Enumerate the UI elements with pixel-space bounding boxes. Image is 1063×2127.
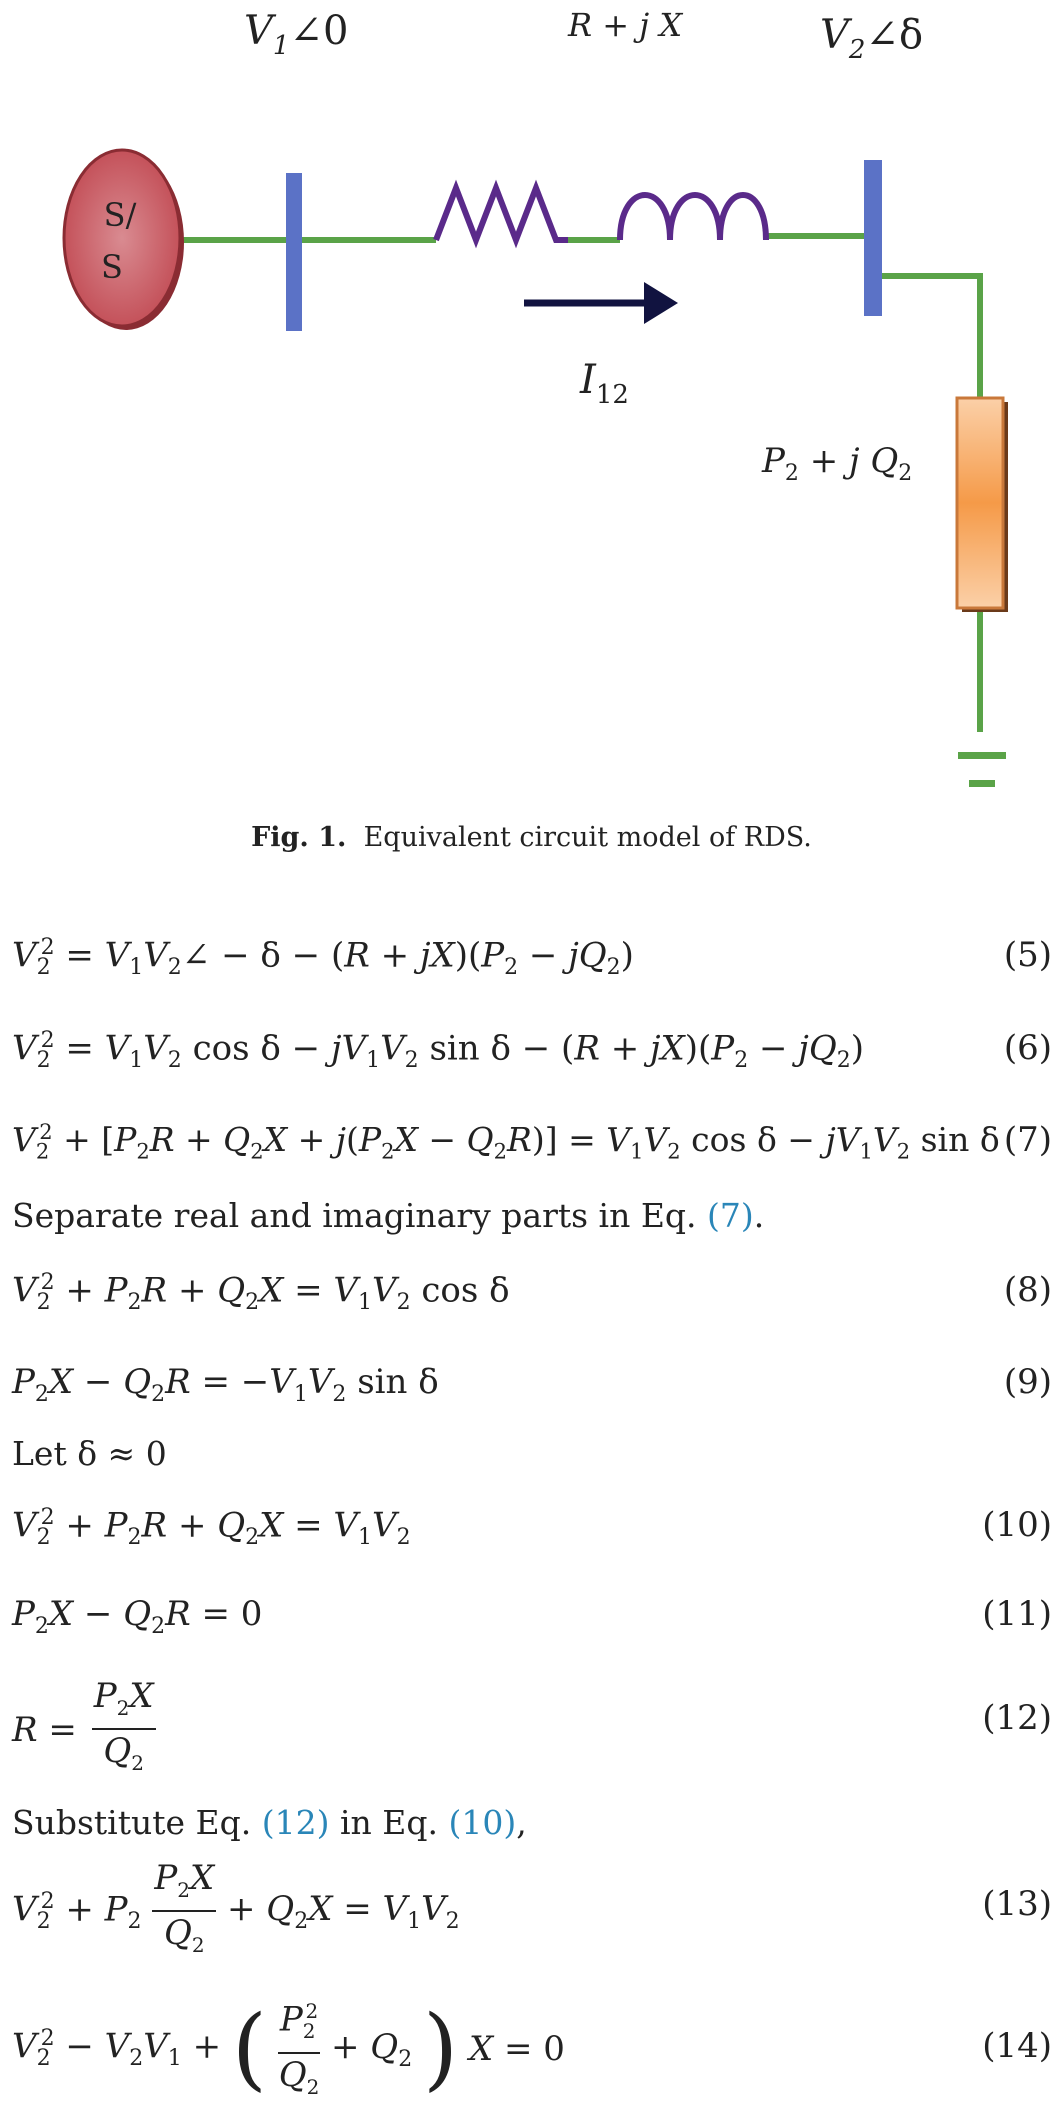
- text-fragment: Substitute Eq.: [12, 1803, 262, 1842]
- equation-7: [12, 1120, 1052, 1176]
- equation-number: (7): [1003, 1120, 1052, 1160]
- equation-9: [12, 1362, 1052, 1418]
- equation-expr: R = $\frac{P_2X}{Q_2}$: [12, 1676, 154, 1775]
- current-label: $I_{12}$: [580, 357, 629, 410]
- equation-ref-link[interactable]: (10): [448, 1803, 517, 1842]
- equation-13: [12, 1858, 1052, 1958]
- equation-number: (8): [1003, 1270, 1052, 1310]
- text-fragment: Separate real and imaginary parts in Eq.: [12, 1196, 708, 1235]
- source-label-line2: S: [101, 248, 123, 286]
- let-delta-text: Let δ ≈ 0: [12, 1434, 167, 1473]
- impedance-label: R + j X: [568, 6, 683, 44]
- equation-10: [12, 1505, 1052, 1561]
- text-fragment: ,: [516, 1803, 527, 1842]
- ground-symbol: [958, 752, 1006, 787]
- equation-expr: $V_2^2 + P_2R + Q_2X = V_1V_2$ cos δ: [12, 1270, 510, 1316]
- source-label-line1: S/: [103, 196, 137, 234]
- equation-number: (11): [982, 1594, 1052, 1634]
- text-fragment: .: [753, 1196, 765, 1235]
- equation-14: [12, 1990, 1052, 2110]
- equation-number: (13): [982, 1884, 1052, 1924]
- bus-1: [286, 173, 302, 331]
- inductor-symbol: [620, 195, 766, 240]
- caption-text: Equivalent circuit model of RDS.: [363, 822, 812, 853]
- equation-ref-link[interactable]: (12): [261, 1803, 330, 1842]
- equation-5: [12, 935, 1052, 991]
- separate-parts-text: [12, 1196, 764, 1235]
- equation-number: (10): [982, 1505, 1052, 1545]
- v2-label: $V_2\angle\delta$: [820, 12, 924, 65]
- equation-expr: $V_2^2 + P_2R + Q_2X = V_1V_2$: [12, 1505, 411, 1551]
- equation-12: [12, 1676, 1052, 1776]
- equation-expr: $V_2^2 + [P_2R + Q_2X + j(P_2X - Q_2R)] = V_1V_2$ $\cos \delta - jV_1V_2$ sin δ: [12, 1120, 1000, 1164]
- equation-expr: $V_2^2 = V_1V_2$ $\cos \delta - jV_1V_2$ $\sin \delta - (R + jX)(P_2 - jQ_2)$: [12, 1028, 864, 1074]
- equation-number: (12): [982, 1698, 1052, 1738]
- substitute-text: [12, 1803, 527, 1842]
- text-fragment: in Eq.: [329, 1803, 449, 1842]
- equation-6: [12, 1028, 1052, 1084]
- equation-expr: $V_2^2 + P_2$ $\frac{P_2X}{Q_2}$ + $Q_2X = V_1V_2$: [12, 1858, 460, 1957]
- v1-label: $V_1\angle 0$: [244, 8, 349, 61]
- circuit-diagram: [0, 0, 1063, 800]
- equation-number: (6): [1003, 1028, 1052, 1068]
- load-box: [957, 398, 1008, 612]
- figure-caption: [0, 822, 1063, 853]
- equation-11: [12, 1594, 1052, 1650]
- equation-expr: $P_2X - Q_2R = -V_1V_2$ sin δ: [12, 1362, 439, 1407]
- resistor-symbol: [436, 188, 568, 240]
- caption-label: Fig. 1.: [251, 822, 347, 853]
- equation-expr: $V_2^2 - V_2V_1$ + ( $\frac{P_2^2}{Q_2}$ + $Q_2$ ) X = 0: [12, 1990, 565, 2108]
- equation-8: [12, 1270, 1052, 1326]
- load-label: $P_2 + j$ $Q_2$: [762, 441, 913, 486]
- equation-number: (14): [982, 2026, 1052, 2066]
- substation-source: [64, 150, 184, 330]
- equation-ref-link[interactable]: (7): [707, 1196, 754, 1235]
- current-arrow: [524, 282, 678, 324]
- equation-number: (9): [1003, 1362, 1052, 1402]
- equation-expr: $V_2^2$ = $V_1V_2\angle - \delta - (R + jX)(P_2 - jQ_2)$: [12, 935, 634, 981]
- equation-number: (5): [1003, 935, 1052, 975]
- bus-2: [864, 160, 882, 316]
- equation-expr: $P_2X - Q_2R = 0$: [12, 1594, 263, 1639]
